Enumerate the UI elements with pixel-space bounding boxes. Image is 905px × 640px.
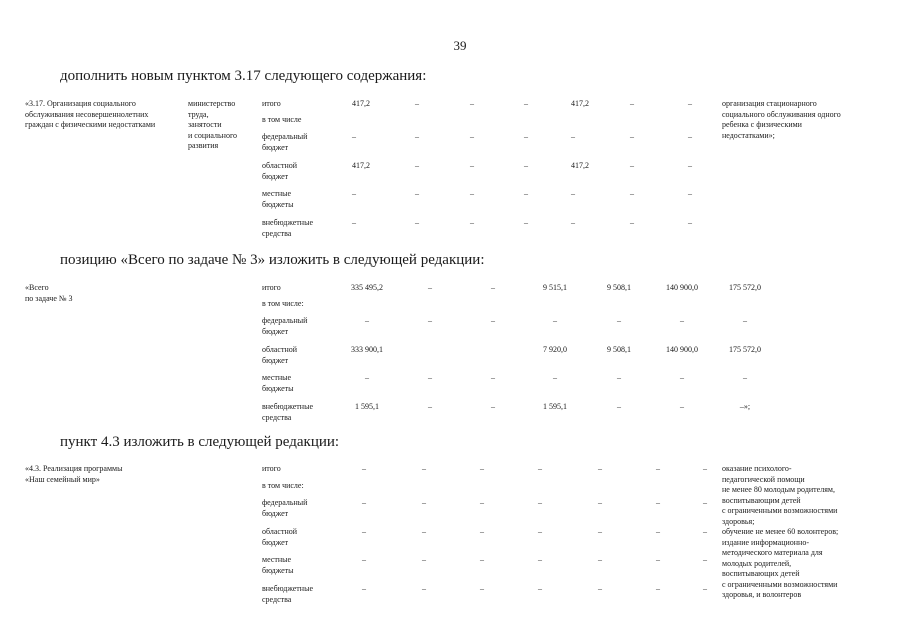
value-cell: –	[470, 218, 474, 227]
value-cell: 1 595,1	[355, 402, 379, 411]
value-cell: 7 920,0	[543, 345, 567, 354]
row-label: местные бюджеты	[262, 373, 294, 393]
value-cell: –	[428, 316, 432, 325]
value-cell: –	[656, 527, 660, 536]
page-number: 39	[453, 38, 467, 53]
value-cell: –	[352, 218, 356, 227]
value-cell: –	[630, 189, 634, 198]
value-cell: –	[524, 132, 528, 141]
value-cell: –	[688, 132, 692, 141]
section1-title: «3.17. Организация социального обслуживания несовершеннолетних граждан с физическими недостатками	[25, 99, 156, 129]
value-cell: –	[688, 218, 692, 227]
value-cell: –	[538, 584, 542, 593]
value-cell: –	[617, 373, 621, 382]
value-cell: –	[630, 99, 634, 108]
value-cell: –	[743, 316, 747, 325]
row-label: в том числе:	[262, 299, 304, 308]
value-cell: 417,2	[352, 99, 370, 108]
value-cell: –	[415, 189, 419, 198]
section3-heading: пункт 4.3 изложить в следующей редакции:	[60, 434, 340, 450]
value-cell: 417,2	[571, 99, 589, 108]
value-cell: 9 508,1	[607, 345, 631, 354]
value-cell: –	[415, 218, 419, 227]
value-cell: –	[703, 527, 707, 536]
row-label: областной бюджет	[262, 345, 298, 365]
value-cell: –	[422, 527, 426, 536]
section2-title: «Всего по задаче № 3	[25, 283, 73, 303]
value-cell: 140 900,0	[666, 283, 698, 292]
value-cell: –	[480, 498, 484, 507]
value-cell: –	[598, 527, 602, 536]
value-cell: –	[365, 373, 369, 382]
value-cell: –	[688, 161, 692, 170]
value-cell: –	[553, 373, 557, 382]
value-cell: –	[470, 132, 474, 141]
value-cell: –	[656, 498, 660, 507]
value-cell: –	[362, 584, 366, 593]
value-cell: –	[617, 316, 621, 325]
value-cell: –	[415, 132, 419, 141]
value-cell: 9 515,1	[543, 283, 567, 292]
value-cell: –	[362, 498, 366, 507]
value-cell: –	[538, 498, 542, 507]
row-label: внебюджетные средства	[262, 218, 313, 238]
value-cell: –	[571, 132, 575, 141]
value-cell: –	[656, 584, 660, 593]
value-cell: –	[352, 189, 356, 198]
row-label: в том числе:	[262, 481, 304, 490]
value-cell: –	[422, 464, 426, 473]
value-cell: –	[480, 464, 484, 473]
value-cell: –	[538, 464, 542, 473]
value-cell: –	[362, 555, 366, 564]
row-label: итого	[262, 464, 281, 473]
value-cell: –	[491, 402, 495, 411]
value-cell: –	[524, 99, 528, 108]
value-cell: 417,2	[352, 161, 370, 170]
section1-executor: министерство труда, занятости и социального развития	[188, 99, 238, 150]
value-cell: 175 572,0	[729, 345, 761, 354]
value-cell: 140 900,0	[666, 345, 698, 354]
value-cell: –	[630, 132, 634, 141]
value-cell: –	[571, 218, 575, 227]
value-cell: –	[352, 132, 356, 141]
row-label: в том числе	[262, 115, 302, 124]
value-cell: –	[656, 464, 660, 473]
value-cell: –	[598, 584, 602, 593]
value-cell: –	[688, 189, 692, 198]
value-cell: –	[630, 218, 634, 227]
value-cell: –	[524, 189, 528, 198]
value-cell: –	[491, 316, 495, 325]
value-cell: –	[524, 161, 528, 170]
value-cell: –	[743, 373, 747, 382]
value-cell: 335 495,2	[351, 283, 383, 292]
value-cell: –	[598, 555, 602, 564]
value-cell: –	[598, 464, 602, 473]
value-cell: 333 900,1	[351, 345, 383, 354]
section2-heading: позицию «Всего по задаче № 3» изложить в следующей редакции:	[60, 252, 485, 268]
value-cell: –	[680, 402, 684, 411]
value-cell: –»;	[739, 402, 751, 411]
row-label: внебюджетные средства	[262, 584, 313, 604]
section1-heading: дополнить новым пунктом 3.17 следующего содержания:	[60, 68, 427, 84]
row-label: местные бюджеты	[262, 555, 294, 575]
value-cell: –	[630, 161, 634, 170]
value-cell: –	[680, 373, 684, 382]
value-cell: –	[470, 161, 474, 170]
value-cell: –	[415, 99, 419, 108]
value-cell: 1 595,1	[543, 402, 567, 411]
value-cell: –	[428, 373, 432, 382]
value-cell: –	[703, 498, 707, 507]
value-cell: –	[470, 189, 474, 198]
row-label: местные бюджеты	[262, 189, 294, 209]
value-cell: –	[365, 316, 369, 325]
row-label: федеральный бюджет	[262, 498, 308, 518]
value-cell: 417,2	[571, 161, 589, 170]
value-cell: –	[480, 555, 484, 564]
value-cell: –	[598, 498, 602, 507]
value-cell: –	[422, 584, 426, 593]
section3-result: оказание психолого- педагогической помощи не менее 80 молодым родителям, воспитывающим детей с ограниченными возможностями здоровья; обучение не менее 60 волонтеров; издание информационно- методического материала для молодых родителей, воспитывающих детей с ограниченными возможностями здоровья, и волонтеров	[722, 464, 839, 599]
value-cell: –	[480, 527, 484, 536]
row-label: итого	[262, 283, 281, 292]
value-cell: –	[703, 464, 707, 473]
row-label: федеральный бюджет	[262, 132, 308, 152]
value-cell: –	[491, 283, 495, 292]
value-cell: –	[470, 99, 474, 108]
value-cell: –	[538, 527, 542, 536]
value-cell: –	[422, 498, 426, 507]
value-cell: –	[538, 555, 542, 564]
value-cell: 175 572,0	[729, 283, 761, 292]
value-cell: –	[362, 464, 366, 473]
row-label: областной бюджет	[262, 527, 298, 547]
section3-title: «4.3. Реализация программы «Наш семейный мир»	[25, 464, 123, 484]
row-label: итого	[262, 99, 281, 108]
section1-result: организация стационарного социального обслуживания одного ребенка с физическими недостатками»;	[722, 99, 841, 140]
value-cell: –	[428, 402, 432, 411]
value-cell: –	[680, 316, 684, 325]
row-label: федеральный бюджет	[262, 316, 308, 336]
value-cell: –	[703, 584, 707, 593]
row-label: областной бюджет	[262, 161, 298, 181]
value-cell: –	[362, 527, 366, 536]
value-cell: –	[422, 555, 426, 564]
value-cell: –	[553, 316, 557, 325]
value-cell: –	[617, 402, 621, 411]
value-cell: –	[480, 584, 484, 593]
row-label: внебюджетные средства	[262, 402, 313, 422]
value-cell: –	[524, 218, 528, 227]
value-cell: –	[428, 283, 432, 292]
value-cell: –	[415, 161, 419, 170]
value-cell: –	[656, 555, 660, 564]
value-cell: –	[491, 373, 495, 382]
value-cell: –	[571, 189, 575, 198]
value-cell: –	[703, 555, 707, 564]
value-cell: 9 508,1	[607, 283, 631, 292]
value-cell: –	[688, 99, 692, 108]
